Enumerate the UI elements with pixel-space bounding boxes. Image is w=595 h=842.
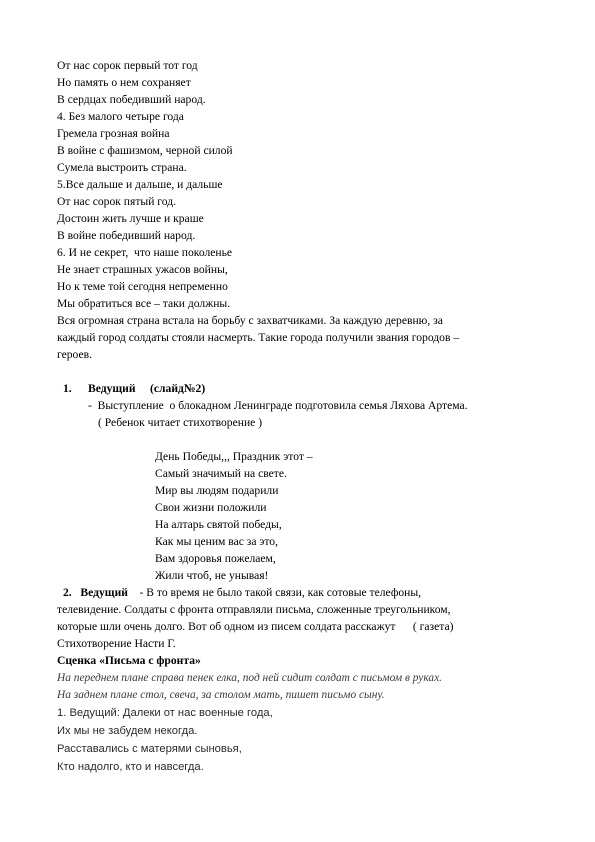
poem-line: Гремела грозная война <box>57 127 170 140</box>
poem-line: На алтарь святой победы, <box>155 518 282 531</box>
final-line: Их мы не забудем некогда. <box>57 725 198 737</box>
poem-line: Как мы ценим вас за это, <box>155 535 278 548</box>
list-number: 1. <box>63 382 72 395</box>
presenter-heading: 2. Ведущий <box>63 586 128 599</box>
final-line: Кто надолго, кто и навсегда. <box>57 761 204 773</box>
poem-line: Самый значимый на свете. <box>155 467 287 480</box>
poem-line: Мы обратиться все – таки должны. <box>57 297 231 310</box>
poem-line: От нас сорок пятый год. <box>57 195 177 208</box>
poem-line: В сердцах победивший народ. <box>57 93 206 106</box>
paragraph-line: Вся огромная страна встала на борьбу с захватчиками. За каждую деревню, за <box>57 314 443 327</box>
paragraph-line: героев. <box>57 348 93 361</box>
final-line: 1. Ведущий: Далеки от нас военные года, <box>57 707 273 719</box>
poem-line: Но к теме той сегодня непременно <box>57 280 228 293</box>
presenter-heading: Ведущий (слайд№2) <box>88 382 206 395</box>
poem-line: От нас сорок первый тот год <box>57 59 198 72</box>
poem-line: Но память о нем сохраняет <box>57 76 191 89</box>
scene-title: Сценка «Письма с фронта» <box>57 654 201 667</box>
poem-line: Достоин жить лучше и краше <box>57 212 204 225</box>
poem-line: В войне с фашизмом, черной силой <box>57 144 233 157</box>
poem-line: Свои жизни положили <box>155 501 267 514</box>
poem-line: Не знает страшных ужасов войны, <box>57 263 228 276</box>
item-text: ( Ребенок читает стихотворение ) <box>98 416 263 429</box>
stage-direction: На заднем плане стол, свеча, за столом мать, пишет письмо сыну. <box>57 689 385 701</box>
poem-line: 4. Без малого четыре года <box>57 110 184 123</box>
poem-line: В войне победивший народ. <box>57 229 196 242</box>
final-line: Расставались с матерями сыновья, <box>57 743 242 755</box>
poem-line: День Победы,,, Праздник этот – <box>155 450 313 463</box>
poem-line: Сумела выстроить страна. <box>57 161 187 174</box>
paragraph-line: каждый город солдаты стояли насмерть. Такие города получили звания городов – <box>57 331 460 344</box>
poem-line: Вам здоровья пожелаем, <box>155 552 276 565</box>
item-line <box>63 587 421 599</box>
item-text: Стихотворение Насти Г. <box>57 637 176 650</box>
item-text: которые шли очень долго. Вот об одном из писем солдата расскажут ( газета) <box>57 620 454 633</box>
poem-line: 5.Все дальше и дальше, и дальше <box>57 178 223 191</box>
item-text: - Выступление о блокадном Ленинграде подготовила семья Ляхова Артема. <box>88 399 468 412</box>
stage-direction: На переднем плане справа пенек елка, под ней сидит солдат с письмом в руках. <box>57 672 442 684</box>
poem-line: Жили чтоб, не унывая! <box>155 569 269 582</box>
item-text: телевидение. Солдаты с фронта отправляли письма, сложенные треугольником, <box>57 603 451 616</box>
item-text: - В то время не было такой связи, как сотовые телефоны, <box>127 586 422 599</box>
poem-line: 6. И не секрет, что наше поколенье <box>57 246 233 259</box>
poem-line: Мир вы людям подарили <box>155 484 279 497</box>
